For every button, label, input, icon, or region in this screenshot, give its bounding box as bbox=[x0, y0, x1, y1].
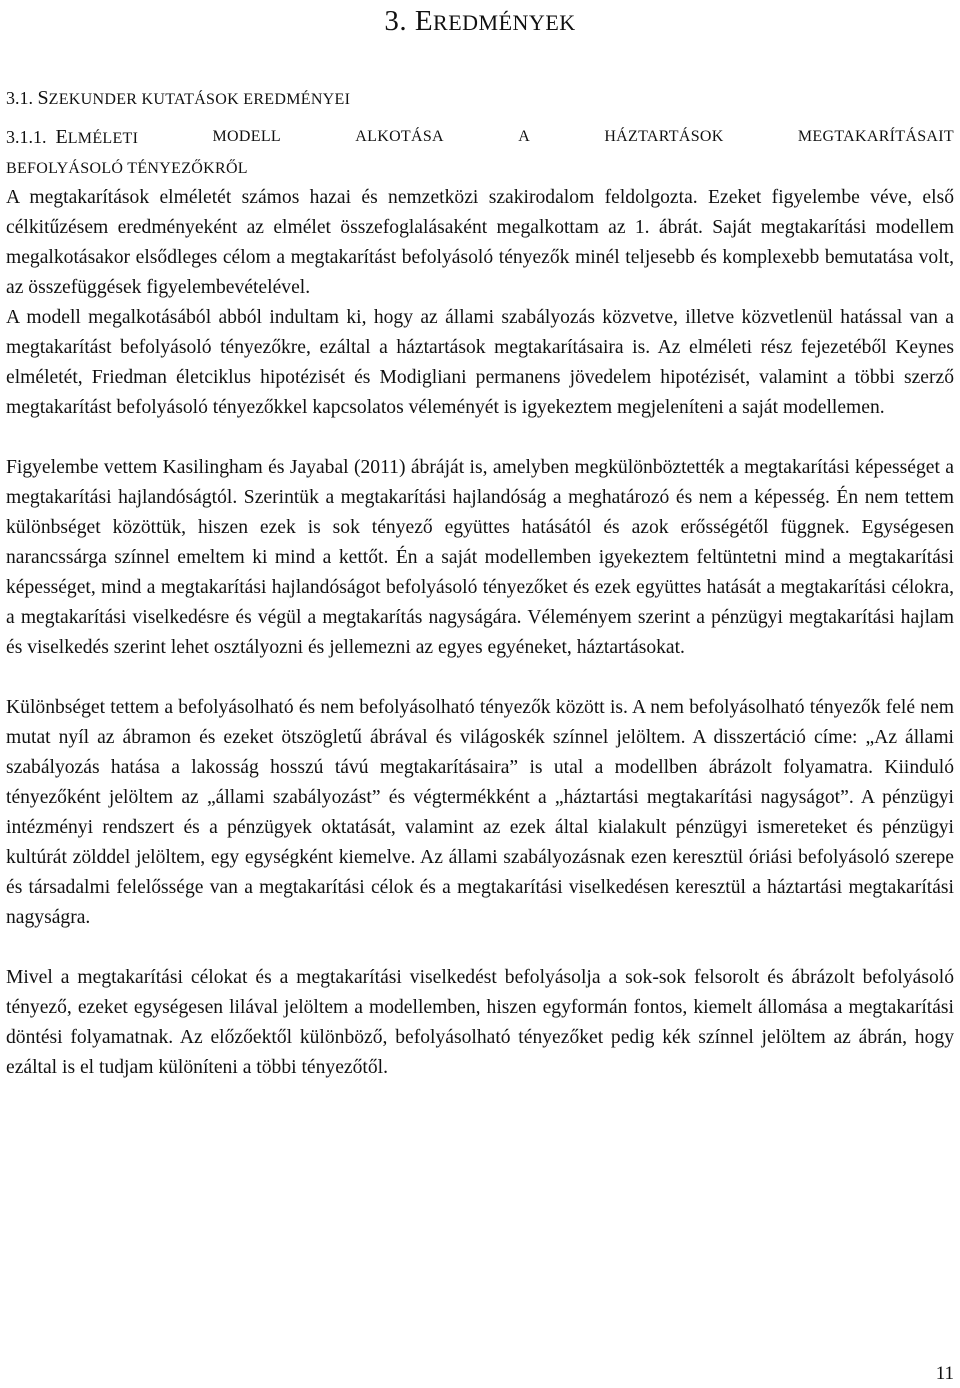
page-number: 11 bbox=[935, 1363, 954, 1384]
subsection-word: HÁZTARTÁSOK bbox=[604, 128, 724, 145]
subsection-heading-line-2: BEFOLYÁSOLÓ TÉNYEZŐKRŐL bbox=[6, 160, 248, 177]
body-text bbox=[6, 183, 954, 1083]
subsection-word: ALKOTÁSA bbox=[355, 128, 444, 145]
chapter-title-initial: E bbox=[414, 5, 434, 37]
paragraph: Különbséget tettem a befolyásolható és nem befolyásolható tényezők között is. A nem befolyásolható tényezők felé nem mutat nyíl az ábramon és ezeket ötszögletű ábrával és világoskék színnel jelöltem. A disszertáció címe: „Az állami szabályozás hatása a lakosság hosszú távú megtakarításaira” is utal a modellben ábrázolt folyamatra. Kiinduló tényezőként jelöltem az „állami szabályozást” és végtermékként a „háztartási megtakarítási nagyságot”. A pénzügyi intézményi rendszert és a pénzügyek oktatását, valamint az ezek által kialakult pénzügyi ismereteket és pénzügyi kultúrát zölddel jelöltem, egy egységként kiemelve. Az állami szabályozásnak ezen keresztül óriási befolyásoló szerepe és társadalmi felelőssége van a megtakarítási célok és a megtakarítási viselkedésen keresztül a háztartási megtakarítási nagyságra. bbox=[6, 697, 954, 928]
chapter-number: 3. bbox=[384, 5, 408, 37]
subsection-heading bbox=[6, 122, 954, 184]
subsection-word-initial: E bbox=[55, 126, 68, 148]
paragraph: Figyelembe vettem Kasilingham és Jayabal (2011) ábráját is, amelyben megkülönböztették a megtakarítási képességet a megtakarítási hajlandóságtól. Szerintük a megtakarítási hajlandóság a meghatározó és nem a képesség. Én nem tettem különbséget közöttük, hiszen ezek is sok tényező együttes hatásától és azok erősségétől függnek. Egységesen narancssárga színnel emeltem ki mind a kettőt. Én a saját modellemben igyekeztem feltüntetni mind a megtakarítási képességet, mind a megtakarítási hajlandóságot befolyásoló tényezőket és ezek együttes hatását a megtakarítási célokra, a megtakarítási viselkedésre és végül a megtakarítás nagyságára. Véleményem szerint a pénzügyi megtakarítási hajlam és viselkedés szerint lehet osztályozni és jellemezni az egyes egyéneket, háztartásokat. bbox=[6, 457, 954, 658]
subsection-heading-line-1 bbox=[6, 122, 954, 154]
chapter-title-rest: REDMÉNYEK bbox=[433, 10, 576, 35]
section-title-initial: S bbox=[37, 87, 49, 109]
section-number: 3.1. bbox=[6, 88, 33, 108]
subsection-number-and-word bbox=[6, 122, 138, 154]
paragraph: A modell megalkotásából abból indultam ki, hogy az állami szabályozás közvetve, illetve közvetlenül hatással van a megtakarítást befolyásoló tényezőkre, ezáltal a háztartások megtakarításaira is. Az elméleti rész fejezetéből Keynes elméletét, Friedman életciklus hipotézisét és Modigliani permanens jövedelem hipotézisét, valamint a többi szerző megtakarítást befolyásoló tényezőkkel kapcsolatos véleményét is igyekeztem megjeleníteni a saját modellemen. bbox=[6, 307, 954, 418]
subsection-word: A bbox=[518, 128, 531, 145]
section-title-rest: ZEKUNDER KUTATÁSOK EREDMÉNYEI bbox=[48, 91, 351, 108]
paragraph: Mivel a megtakarítási célokat és a megtakarítási viselkedést befolyásolja a sok-sok felsorolt és ábrázolt befolyásoló tényező, ezeket egységesen lilával jelöltem a modellemben, hiszen egyformán fontos, kiemelt állomása a megtakarítási döntési folyamatnak. Az előzőektől különböző, befolyásolható tényezőket pedig kék színnel jelöltem az ábrán, hogy ezáltal is el tudjam különíteni a többi tényezőtől. bbox=[6, 967, 954, 1078]
section-heading bbox=[6, 84, 350, 114]
subsection-word: MEGTAKARÍTÁSAIT bbox=[797, 128, 954, 145]
subsection-word: LMÉLETI bbox=[67, 130, 139, 147]
subsection-number: 3.1.1. bbox=[6, 127, 47, 147]
chapter-heading bbox=[0, 4, 960, 40]
paragraph: A megtakarítások elméletét számos hazai és nemzetközi szakirodalom feldolgozta. Ezeket figyelembe véve, első célkitűzésem eredményeként az elmélet összefoglalásaként megalkottam az 1. ábrát. Saját megtakarítási modellem megalkotásakor elsődleges célom a megtakarítást befolyásoló tényezők minél teljesebb és komplexebb bemutatása volt, az összefüggések figyelembevételével. bbox=[6, 187, 954, 298]
subsection-word: MODELL bbox=[212, 128, 281, 145]
